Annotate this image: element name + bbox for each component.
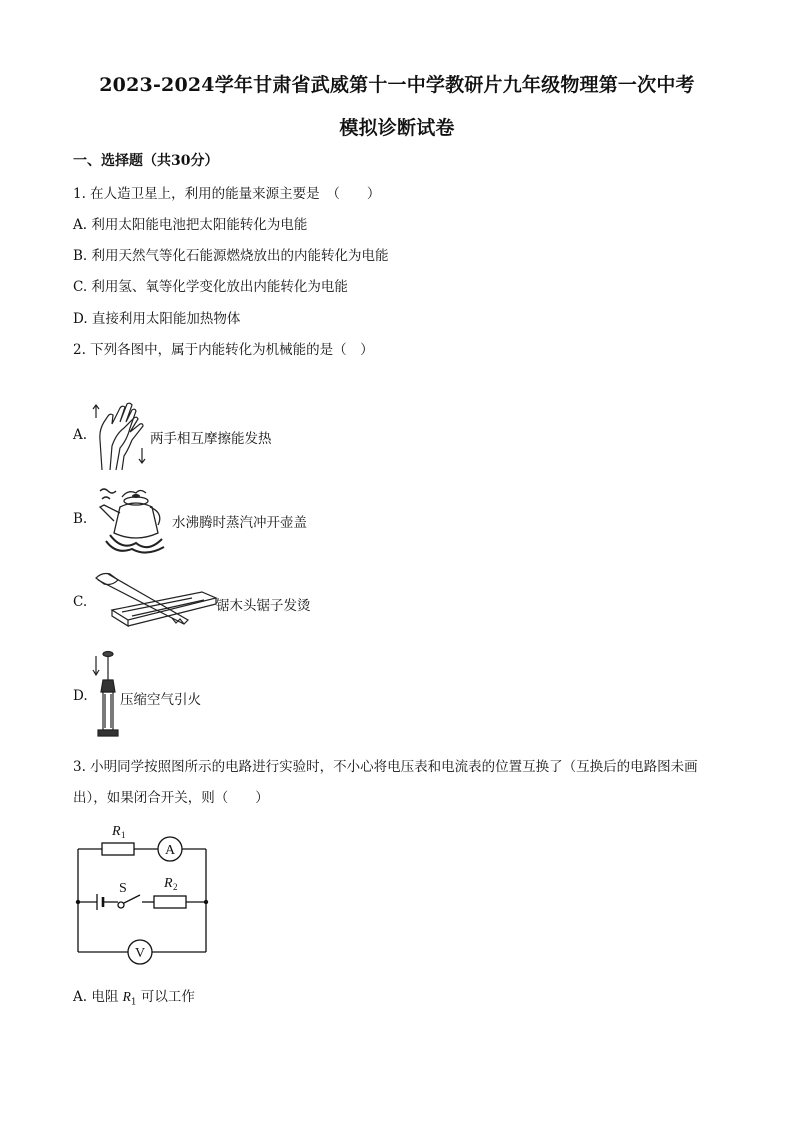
q1-option-d: D. 直接利用太阳能加热物体 — [73, 311, 241, 327]
q3-option-a-sub: 1 — [130, 997, 137, 1008]
label-r1: R — [112, 824, 121, 839]
q3-option-a — [73, 985, 195, 1008]
label-ammeter: A — [165, 843, 176, 858]
label-switch: S — [119, 881, 127, 896]
section-heading: 一、选择题（共30分） — [73, 153, 219, 169]
exam-title-line2: 模拟诊断试卷 — [339, 117, 455, 139]
resistor-r2 — [154, 896, 186, 908]
switch-blade — [124, 895, 140, 903]
q3-option-a-var: R — [122, 989, 131, 1004]
resistor-r1 — [102, 843, 134, 855]
q1-option-b: B. 利用天然气等化石能源燃烧放出的内能转化为电能 — [73, 248, 389, 264]
q3-stem-line1: 3. 小明同学按照图所示的电路进行实验时，不小心将电压表和电流表的位置互换了（互换后的电路图未画 — [73, 759, 698, 775]
label-r1-sub: 1 — [121, 830, 126, 840]
q1-stem: 1. 在人造卫星上，利用的能量来源主要是 （ ） — [73, 186, 381, 202]
label-r2-sub: 2 — [173, 882, 178, 892]
circuit-diagram — [70, 815, 215, 970]
label-voltmeter: V — [135, 946, 146, 961]
rubbing-hands-illustration — [90, 400, 150, 472]
q2-option-c-letter: C. — [73, 594, 88, 610]
junction-right — [204, 900, 208, 904]
q1-option-a: A. 利用太阳能电池把太阳能转化为电能 — [73, 217, 308, 233]
q2-option-d-letter: D. — [73, 688, 88, 704]
switch-contact — [118, 902, 124, 908]
junction-left — [76, 900, 80, 904]
q2-option-a-text: 两手相互摩擦能发热 — [150, 431, 272, 447]
q2-option-b-text: 水沸腾时蒸汽冲开壶盖 — [172, 515, 307, 531]
q2-option-d-text: 压缩空气引火 — [120, 692, 201, 708]
q3-option-a-suffix: 可以工作 — [140, 989, 195, 1005]
q3-stem-line2: 出），如果闭合开关，则（ ） — [73, 790, 269, 806]
q2-option-c-text: 锯木头锯子发烫 — [216, 598, 311, 614]
q2-stem: 2. 下列各图中，属于内能转化为机械能的是（ ） — [73, 342, 374, 358]
q2-option-a-letter: A. — [73, 427, 88, 443]
sawing-wood-illustration — [92, 570, 218, 632]
label-r2: R — [164, 876, 173, 891]
q2-option-b-letter: B. — [73, 511, 88, 527]
boiling-kettle-illustration — [92, 485, 168, 557]
q1-option-c: C. 利用氢、氧等化学变化放出内能转化为电能 — [73, 279, 348, 295]
fire-piston-illustration — [92, 650, 120, 740]
exam-title-line1: 2023-2024学年甘肃省武威第十一中学教研片九年级物理第一次中考 — [99, 74, 695, 96]
q3-option-a-prefix: A. 电阻 — [73, 989, 119, 1005]
